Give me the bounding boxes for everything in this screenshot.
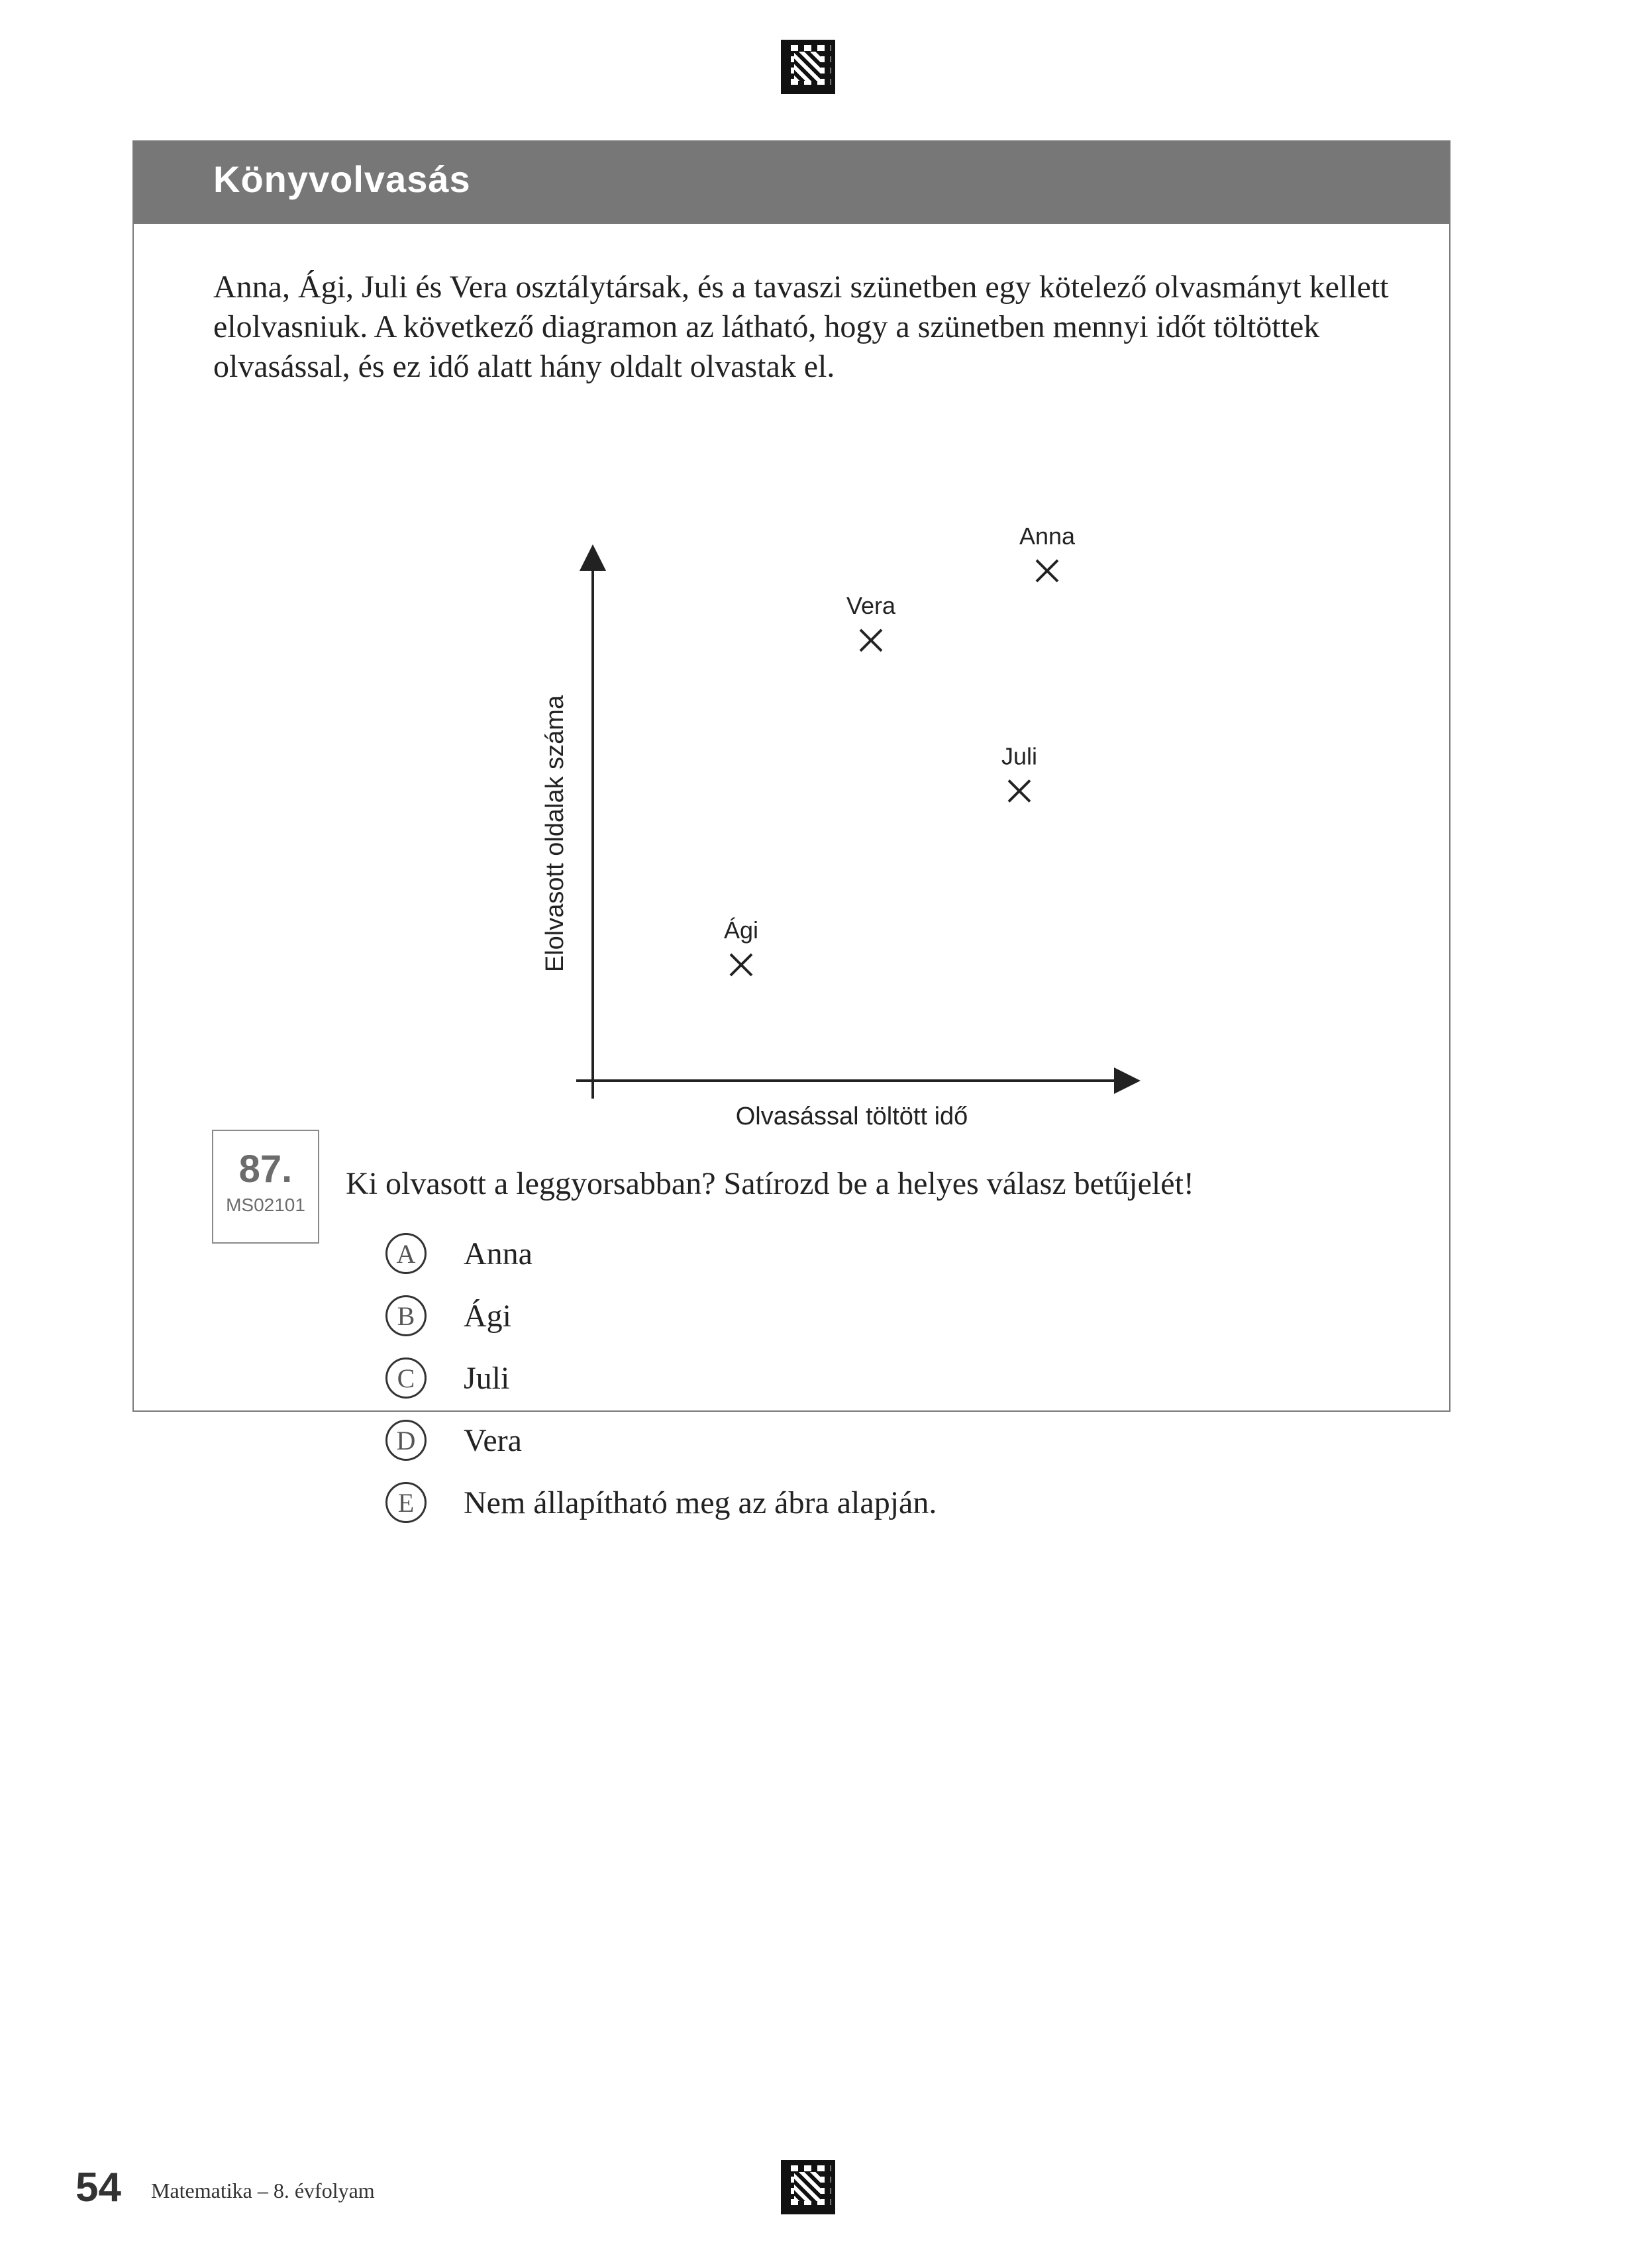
task-frame [132, 140, 1450, 1520]
page-number: 54 [76, 2165, 121, 2210]
data-point-marker [1009, 781, 1030, 802]
y-axis-label: Elolvasott oldalak száma [541, 695, 569, 973]
option-label: Vera [464, 1422, 522, 1458]
data-point-marker [860, 630, 882, 651]
scatter-chart [531, 413, 1326, 1142]
task-title: Könyvolvasás [213, 158, 471, 200]
data-point-label: Ági [723, 916, 759, 944]
option-letter[interactable]: B [385, 1295, 427, 1336]
data-point-marker [731, 954, 752, 975]
question-text: Ki olvasott a leggyorsabban? Satírozd be a helyes válasz betűjelét! [346, 1166, 1194, 1201]
datamatrix-code-bottom [781, 2160, 835, 2214]
option-letter[interactable]: E [385, 1482, 427, 1523]
data-points [724, 522, 1076, 975]
option-label: Anna [464, 1236, 533, 1271]
data-point-label: Anna [1019, 522, 1076, 550]
option-letter[interactable]: C [385, 1357, 427, 1399]
data-point-label: Vera [846, 592, 896, 619]
question-number: 87. [238, 1148, 293, 1191]
question-code: MS02101 [226, 1195, 305, 1215]
option-e[interactable] [385, 1479, 937, 1526]
intro-text: Anna, Ági, Juli és Vera osztálytársak, és a tavaszi szünetben egy kötelező olvasmányt kellett elolvasniuk. A következő diagramon az látható, hogy a szünetben mennyi időt töltöttek olvasással, és ez idő alatt hány oldalt olvastak el. [213, 270, 1389, 384]
option-label: Ági [464, 1298, 511, 1334]
data-point-label: Juli [1001, 742, 1038, 770]
option-c[interactable] [385, 1355, 509, 1401]
datamatrix-code-top [781, 40, 835, 94]
x-axis-label: Olvasással töltött idő [735, 1103, 968, 1130]
option-d[interactable] [385, 1417, 522, 1463]
option-a[interactable] [385, 1230, 533, 1277]
question-number-box [212, 1130, 319, 1244]
header-bar [134, 142, 1449, 224]
option-letter[interactable]: D [385, 1420, 427, 1461]
data-point-marker [1037, 560, 1058, 581]
option-b[interactable] [385, 1293, 511, 1339]
option-label: Juli [464, 1360, 510, 1396]
option-label: Nem állapítható meg az ábra alapján. [464, 1485, 937, 1520]
option-letter[interactable]: A [385, 1233, 427, 1274]
footer-text: Matematika – 8. évfolyam [151, 2179, 375, 2202]
